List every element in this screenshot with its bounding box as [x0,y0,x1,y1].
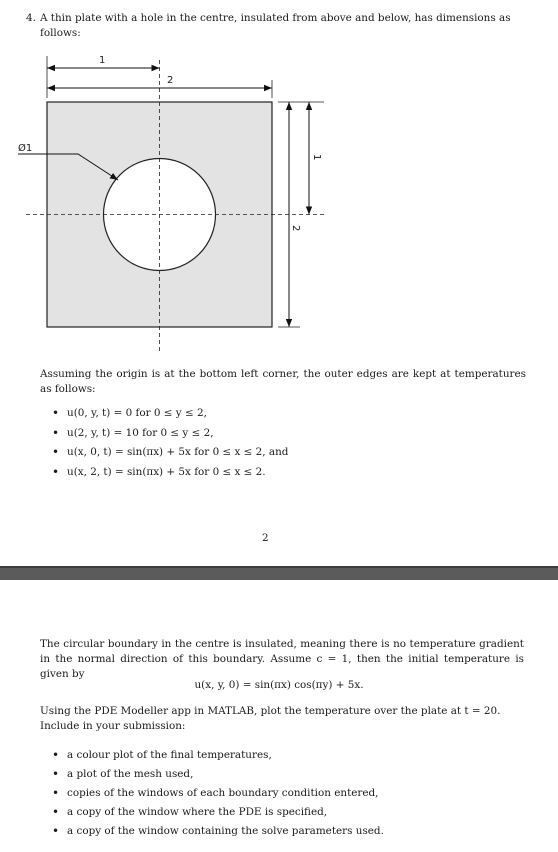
hole-diameter-label: Ø1 [18,143,33,154]
dim-label-top-small: 1 [99,55,106,66]
boundary-condition: • u(2, y, t) = 10 for 0 ≤ y ≤ 2, [52,424,522,444]
submission-item: • a copy of the window containing the solve parameters used. [52,822,522,841]
submission-list [52,746,522,841]
problem-number: 4. [26,12,36,24]
submission-item: • a plot of the mesh used, [52,765,522,784]
plate-diagram [0,0,558,360]
boundary-condition: • u(x, 0, t) = sin(πx) + 5x for 0 ≤ x ≤ 2, and [52,443,522,463]
instructions-paragraph [40,704,524,734]
boundary-condition: • u(0, y, t) = 0 for 0 ≤ y ≤ 2, [52,404,522,424]
origin-paragraph: Assuming the origin is at the bottom left corner, the outer edges are kept at temperatures as follows: [40,368,526,395]
boundary-condition-list [52,404,522,482]
dim-label-right-large: 2 [290,225,301,232]
instructions-line-1: Using the PDE Modeller app in MATLAB, plot the temperature over the plate at t = 20. [40,705,501,717]
problem-line-2: follows: [40,27,81,39]
initial-temperature-equation: u(x, y, 0) = sin(πx) cos(πy) + 5x. [194,679,364,691]
boundary-condition: • u(x, 2, t) = sin(πx) + 5x for 0 ≤ x ≤ 2. [52,463,522,483]
instructions-line-2: Include in your submission: [40,720,186,732]
dim-label-top-large: 2 [167,75,174,86]
page-number: 2 [262,532,269,544]
insulated-boundary-paragraph: The circular boundary in the centre is insulated, meaning there is no temperature gradient in the normal direction of this boundary. Assume c = 1, then the initial temperature is given by [40,638,524,680]
submission-item: • a colour plot of the final temperatures, [52,746,522,765]
page-2 [0,580,558,852]
problem-line-1: A thin plate with a hole in the centre, insulated from above and below, has dimensions as [40,12,511,24]
page-separator [0,566,558,580]
submission-item: • copies of the windows of each boundary condition entered, [52,784,522,803]
dim-label-right-small: 1 [311,154,322,161]
submission-item: • a copy of the window where the PDE is specified, [52,803,522,822]
